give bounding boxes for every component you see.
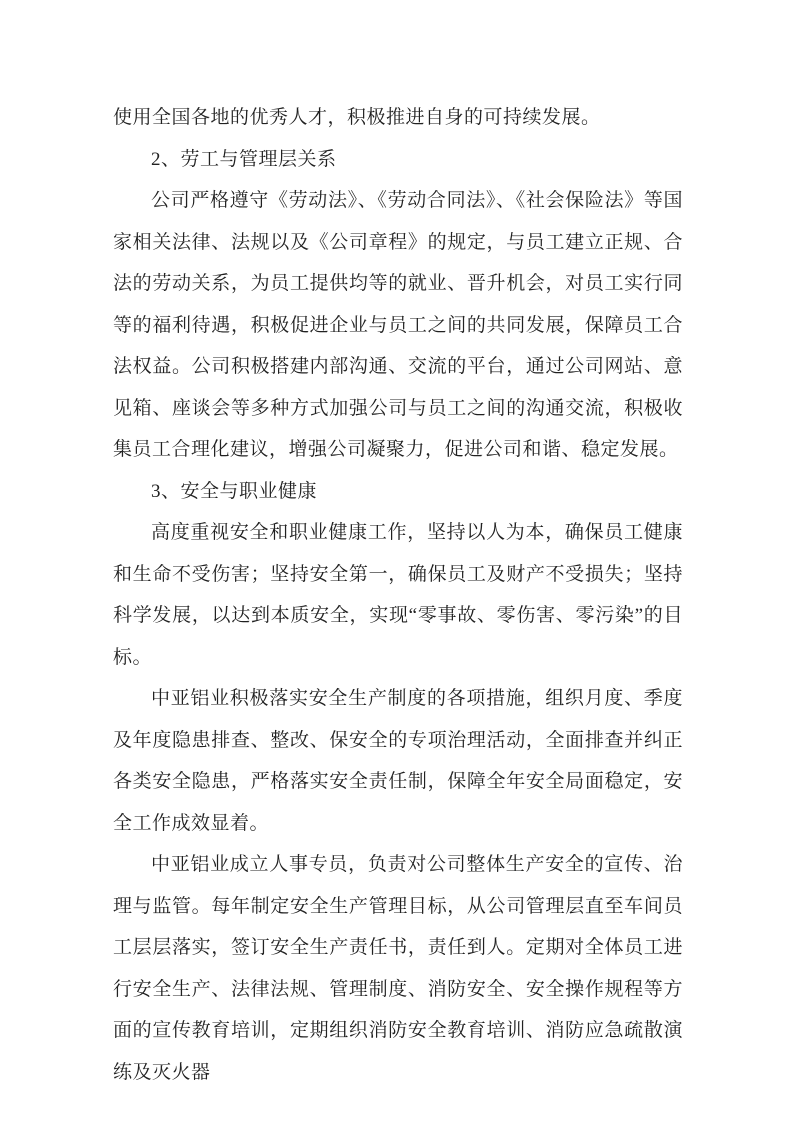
paragraph-continuation: 使用全国各地的优秀人才，积极推进自身的可持续发展。 [113, 107, 601, 128]
paragraph-safety-goals: 高度重视安全和职业健康工作，坚持以人为本，确保员工健康和生命不受伤害；坚持安全第一，确保员工及财产不受损失；坚持科学发展，以达到本质安全，实现“零事故、零伤害、零污染”的目标。 [113, 522, 683, 668]
section-heading-safety-health: 3、安全与职业健康 [151, 480, 318, 502]
paragraph-labor-relations: 公司严格遵守《劳动法》、《劳动合同法》、《社会保险法》等国家相关法律、法规以及《公司章程》的规定，与员工建立正规、合法的劳动关系，为员工提供均等的就业、晋升机会，对员工实行同等的福利待遇，积极促进企业与员工之间的共同发展，保障员工合法权益。公司积极搭建内部沟通、交流的平台，通过公司网站、意见箱、座谈会等多种方式加强公司与员工之间的沟通交流，积极收集员工合理化建议，增强公司凝聚力，促进公司和谐、稳定发展。 [113, 190, 683, 460]
paragraph-safety-training: 中亚铝业成立人事专员，负责对公司整体生产安全的宣传、治理与监管。每年制定安全生产管理目标，从公司管理层直至车间员工层层落实，签订安全生产责任书，责任到人。定期对全体员工进行安全生产、法律法规、管理制度、消防安全、安全操作规程等方面的宣传教育培训，定期组织消防安全教育培训、消防应急疏散演练及灭火器 [113, 854, 683, 1083]
paragraph-safety-measures: 中亚铝业积极落实安全生产制度的各项措施，组织月度、季度及年度隐患排查、整改、保安全的专项治理活动，全面排查并纠正各类安全隐患，严格落实安全责任制，保障全年安全局面稳定，安全工作成效显着。 [113, 688, 683, 834]
section-heading-labor-management: 2、劳工与管理层关系 [151, 148, 337, 170]
